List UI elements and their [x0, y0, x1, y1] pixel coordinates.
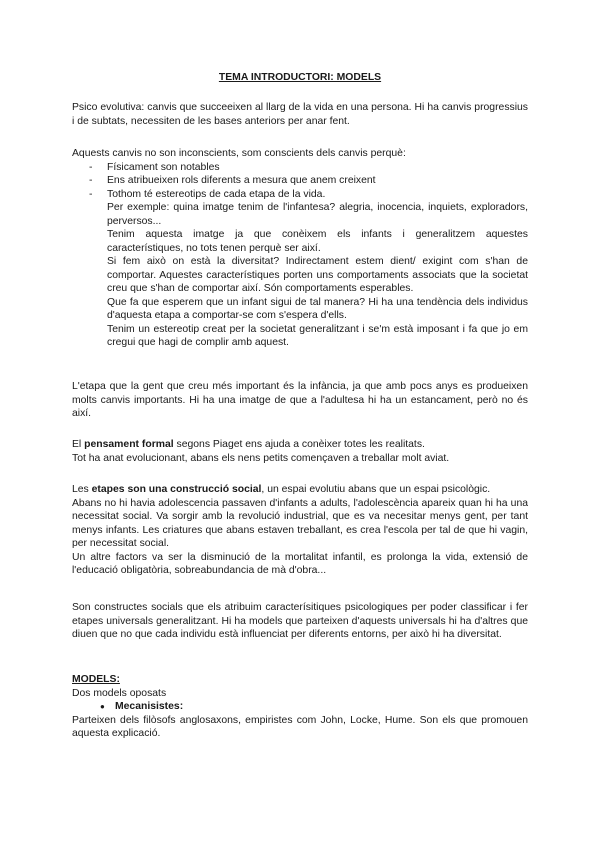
- bullet-icon: ●: [100, 702, 105, 711]
- paragraph-constructs: Son constructes socials que els atribuim caracterísitiques psicologiques per poder classificar i fer etapes universals generalitzant. Hi ha models que parteixen d'aquests universals hi ha d'altres que diuen que no que cada individu està influenciat per diferents entorns, per això hi ha diversitat.: [72, 602, 528, 640]
- list-item: - Tothom té estereotips de cada etapa de la vida.: [89, 188, 326, 200]
- list-item: - Físicament son notables: [89, 161, 220, 173]
- models-heading: MODELS:: [72, 674, 120, 685]
- dash-marker: -: [89, 188, 93, 200]
- changes-section: [72, 147, 528, 350]
- list-item: - Ens atribueixen rols diferents a mesura que anem creixent: [89, 175, 376, 186]
- stereotype-image: Tenim aquesta imatge ja que conèixem els infants i generalitzem aquestes característiques, no tots tenen perquè ser així.: [107, 229, 528, 254]
- paragraph-formal-thought: El pensament formal segons Piaget ens ajuda a conèixer totes les realitats. Tot ha anat evolucionant, abans els nens petits començaven a treballar molt aviat.: [72, 439, 450, 464]
- paragraph-social-construction: Les etapes son una construcció social, un espai evolutiu abans que un espai psicològic. Abans no hi havia adolescencia passaven d'infants a adults, l'adolescència apareix quan hi ha una necessitat social. Va sorgir amb la revolució industrial, que es va necesitar menys gent, per tant menys infants. Les criatures que abans estaven treballant, es crea l'escola per tal de que hi vagin, per necessitat social. Un altre factors va ser la disminució de la mortalitat infantil, es prolonga la vida, extensió de l'educació obligatòria, sobreabundancia de mà d'obra...: [72, 484, 528, 576]
- formal-thought-term: pensament formal: [84, 439, 174, 450]
- social-construction-term: etapes son una construcció social: [91, 484, 262, 495]
- stereotype-imposed: Tenim un estereotip creat per la societat generalitzant i se'm està imposant i fa que jo em cregui que hagi de complir amb aquest.: [107, 323, 528, 348]
- paragraph-infancy: L'etapa que la gent que creu més important és la infància, ja que amb pocs anys es produeixen molts canvis importants. Hi ha una imatge de que a l'adultesa hi ha un estancament, però no és així.: [72, 381, 528, 419]
- mechanist-heading: Mecanisistes:: [115, 701, 184, 712]
- stereotype-diversity: Si fem això on està la diversitat? Indirectament estem dient/ exigint com s'han de comportar. Aquestes característiques porten uns comportaments associats que la societat creu que s'han de comportar així. Són comportaments esperables.: [107, 256, 528, 294]
- mechanist-text: Parteixen dels filòsofs anglosaxons, empiristes com John, Locke, Hume. Son els que promouen aquesta explicació.: [72, 714, 528, 739]
- models-intro: Dos models oposats: [72, 687, 167, 699]
- paragraph-definition: Psico evolutiva: canvis que succeeixen al llarg de la vida en una persona. Hi ha canvis progressius i de subtats, necessiten de les bases anteriors per anar fent.: [72, 102, 528, 127]
- changes-intro: Aquests canvis no son inconscients, som conscients dels canvis perquè:: [72, 148, 406, 159]
- list-item: [72, 700, 528, 714]
- page-title: TEMA INTRODUCTORI: MODELS: [218, 72, 382, 83]
- stereotype-example: Per exemple: quina imatge tenim de l'infantesa? alegria, inocencia, inquiets, exploradors, perversos...: [107, 202, 528, 227]
- dash-marker: -: [89, 161, 93, 173]
- stereotype-expectation: Que fa que esperem que un infant sigui de tal manera? Hi ha una tendència dels individus d'aquesta etapa a comportar-se com s'espera d'ells.: [107, 296, 528, 321]
- reasons-list: [72, 161, 528, 202]
- dash-marker: -: [89, 175, 93, 186]
- models-section: [72, 673, 528, 741]
